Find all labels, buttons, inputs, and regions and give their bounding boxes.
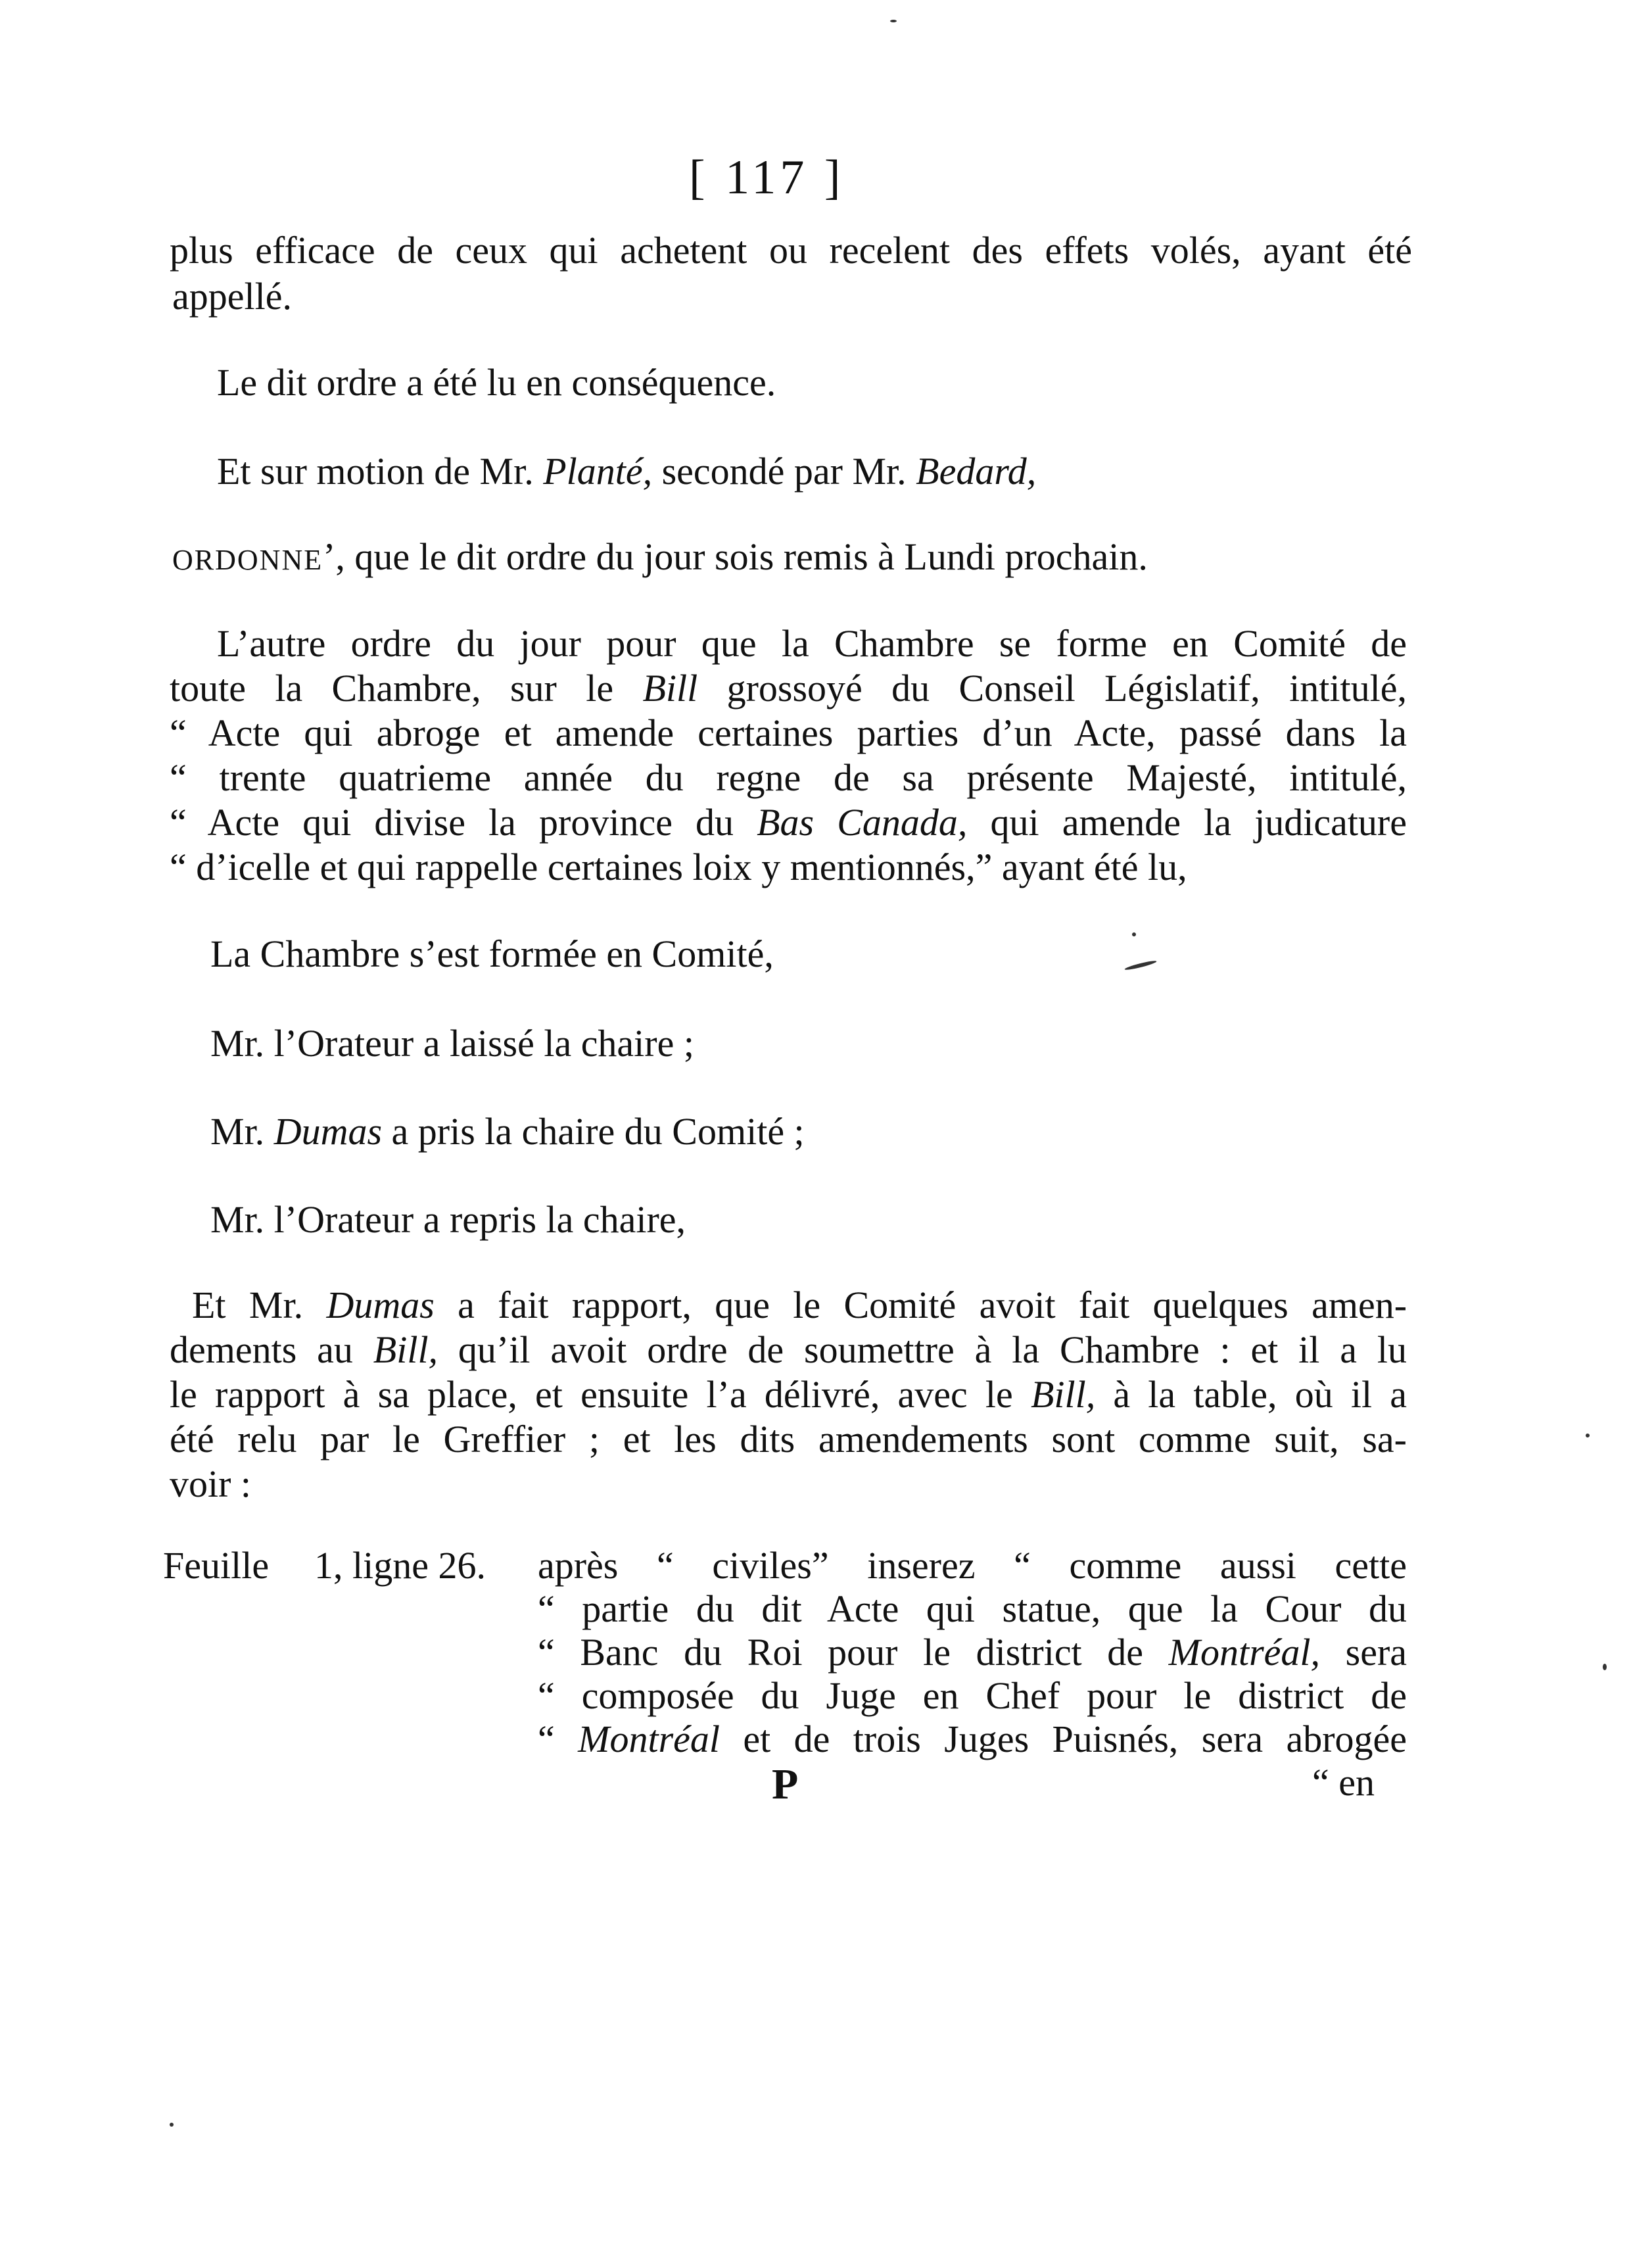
text-line-8: “ Acte qui abroge et amende certaines parties d’un Acte, passé dans la <box>170 712 1407 754</box>
text-segment-italic: Bedard, <box>916 450 1037 493</box>
text-line-19: été relu par le Greffier ; et les dits amendements sont comme suit, sa- <box>170 1418 1407 1460</box>
text-segment-italic: Bill, <box>1030 1373 1096 1416</box>
text-segment: a fait rapport, que le Comité avoit fait quelques amen- <box>434 1284 1407 1326</box>
text-line-7 <box>170 669 1407 708</box>
text-line-14 <box>210 1110 805 1153</box>
amendment-sheet: Feuille <box>163 1544 270 1587</box>
scan-speck <box>890 20 897 22</box>
text-segment: et de trois Juges Puisnés, sera abrogée <box>720 1718 1407 1760</box>
amendment-text-2: “ partie du dit Acte qui statue, que la Cour du <box>538 1587 1407 1630</box>
text-segment: à la table, où il a <box>1095 1373 1407 1416</box>
text-line-9: “ trente quatrieme année du regne de sa présente Majesté, intitulé, <box>170 756 1407 799</box>
page-number: [ 117 ] <box>689 151 845 205</box>
text-segment-italic: Bill <box>642 667 698 710</box>
text-segment: qu’il avoit ordre de soumettre à la Chambre : et il a lu <box>438 1328 1407 1371</box>
text-line-16 <box>192 1286 1407 1324</box>
text-segment: dements au <box>170 1328 373 1371</box>
text-segment: Mr. <box>210 1110 274 1153</box>
text-line-2: appellé. <box>172 275 292 318</box>
amendment-text-5 <box>538 1720 1407 1758</box>
text-line-4 <box>217 452 1036 491</box>
text-segment: secondé par Mr. <box>652 450 916 493</box>
amendment-line-ref: 1, ligne 26. <box>314 1544 486 1587</box>
text-line-6: L’autre ordre du jour pour que la Chambre se forme en Comité de <box>217 622 1407 665</box>
amendment-text-4: “ composée du Juge en Chef pour le district de <box>538 1674 1407 1717</box>
text-segment: “ Banc du Roi pour le district de <box>538 1631 1169 1674</box>
text-line-12: La Chambre s’est formée en Comité, <box>210 932 774 975</box>
signature-mark: P <box>772 1760 799 1808</box>
text-segment-italic: Bas Canada, <box>757 801 968 844</box>
text-line-13: Mr. l’Orateur a laissé la chaire ; <box>210 1022 694 1065</box>
amendment-text-3 <box>538 1633 1407 1672</box>
text-line-11: “ d’icelle et qui rappelle certaines loix y mentionnés,” ayant été lu, <box>170 846 1187 888</box>
text-segment: qui amende la judicature <box>967 801 1407 844</box>
text-segment: grossoyé du Conseil Législatif, intitulé, <box>697 667 1407 710</box>
ordonne-small-caps: ORDONNE <box>172 544 323 576</box>
text-segment: “ <box>538 1718 579 1760</box>
text-line-1: plus efficace de ceux qui achetent ou recelent des effets volés, ayant été <box>170 229 1412 272</box>
text-segment-italic: Dumas <box>273 1110 383 1153</box>
text-segment-italic: Montréal <box>578 1718 720 1760</box>
text-line-18 <box>170 1373 1407 1416</box>
text-line-5 <box>172 535 1148 578</box>
text-line-10 <box>170 801 1407 844</box>
text-segment: sera <box>1320 1631 1407 1674</box>
text-segment: Et Mr. <box>192 1284 327 1326</box>
text-line-15: Mr. l’Orateur a repris la chaire, <box>210 1198 686 1241</box>
text-segment-italic: Planté, <box>543 450 653 493</box>
text-line-20: voir : <box>170 1462 252 1505</box>
text-segment: toute la Chambre, sur le <box>170 667 643 710</box>
text-line-3: Le dit ordre a été lu en conséquence. <box>217 361 776 404</box>
text-segment-italic: Bill, <box>373 1328 438 1371</box>
text-segment-italic: Montréal, <box>1168 1631 1321 1674</box>
text-segment-italic: Dumas <box>326 1284 435 1326</box>
scan-speck <box>1132 932 1136 936</box>
scan-speck <box>170 2123 174 2127</box>
scan-speck <box>1124 959 1157 971</box>
scan-speck <box>1586 1434 1590 1437</box>
scan-speck <box>1603 1664 1607 1670</box>
text-line-17 <box>170 1328 1407 1371</box>
text-segment: ’, que le dit ordre du jour sois remis à Lundi prochain. <box>323 535 1148 578</box>
text-segment: Et sur motion de Mr. <box>217 450 544 493</box>
text-segment: le rapport à sa place, et ensuite l’a délivré, avec le <box>170 1373 1031 1416</box>
text-segment: a pris la chaire du Comité ; <box>382 1110 805 1153</box>
text-segment: “ Acte qui divise la province du <box>170 801 757 844</box>
amendment-catchword: “ en <box>1312 1761 1375 1804</box>
amendment-text-1: après “ civiles” inserez “ comme aussi cette <box>538 1544 1407 1587</box>
